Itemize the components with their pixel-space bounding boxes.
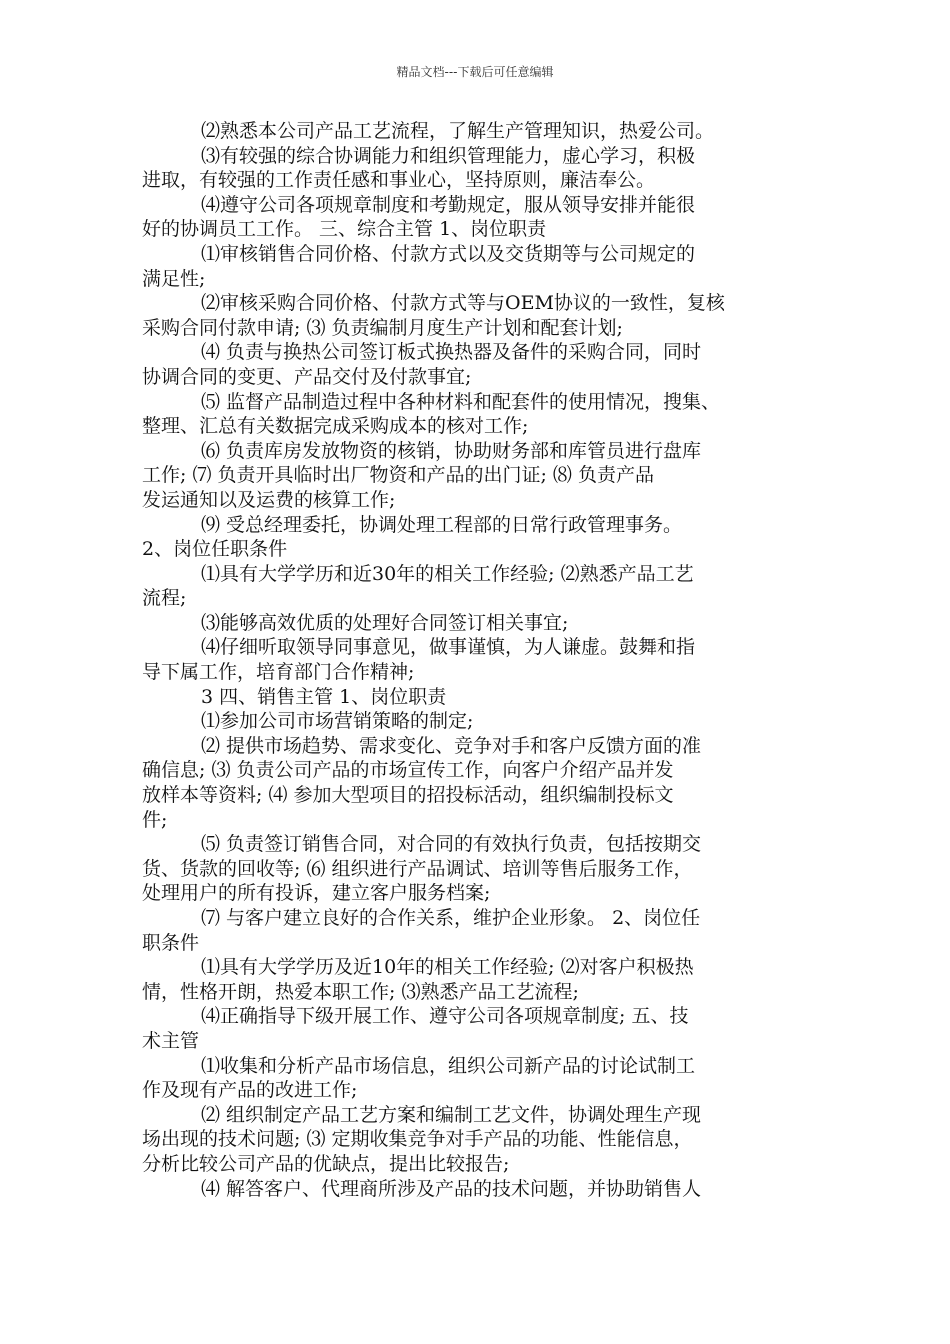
text-line: 分析比较公司产品的优缺点，提出比较报告; (142, 1152, 510, 1175)
text-line: 3 四、销售主管 1、岗位职责 (201, 685, 447, 708)
text-line: 工作; ⑺ 负责开具临时出厂物资和产品的出门证; ⑻ 负责产品 (142, 464, 654, 487)
text-line: 满足性; (142, 267, 206, 290)
text-line: ⑵审核采购合同价格、付款方式等与OEM协议的一致性，复核 (201, 292, 725, 315)
text-line: ⑼ 受总经理委托，协调处理工程部的日常行政管理事务。 (201, 513, 683, 536)
text-line: ⑸ 监督产品制造过程中各种材料和配套件的使用情况，搜集、 (201, 390, 721, 413)
text-line: 货、货款的回收等; ⑹ 组织进行产品调试、培训等售后服务工作， (142, 857, 693, 880)
text-line: 流程; (142, 587, 187, 610)
text-line: ⑺ 与客户建立良好的合作关系，维护企业形象。 2、岗位任 (201, 907, 701, 929)
text-line: ⑷仔细听取领导同事意见，做事谨慎，为人谦虚。鼓舞和指 (201, 636, 696, 659)
text-line: ⑷遵守公司各项规章制度和考勤规定，服从领导安排并能很 (201, 193, 696, 216)
text-line: 采购合同付款申请; ⑶ 负责编制月度生产计划和配套计划; (142, 316, 623, 339)
text-line: ⑷ 解答客户、代理商所涉及产品的技术问题，并协助销售人 (201, 1177, 702, 1200)
text-line: 进取，有较强的工作责任感和事业心，坚持原则，廉洁奉公。 (142, 169, 656, 192)
text-line: 发运通知以及运费的核算工作; (142, 488, 396, 511)
text-line: ⑴参加公司市场营销策略的制定; (201, 710, 474, 733)
text-line: ⑴审核销售合同价格、付款方式以及交货期等与公司规定的 (201, 242, 696, 265)
text-line: 整理、汇总有关数据完成采购成本的核对工作; (142, 415, 529, 438)
text-line: ⑵熟悉本公司产品工艺流程，了解生产管理知识，热爱公司。 (201, 120, 715, 142)
text-line: ⑴具有大学学历和近30年的相关工作经验; ⑵熟悉产品工艺 (201, 562, 694, 585)
text-line: ⑵ 提供市场趋势、需求变化、竞争对手和客户反馈方面的准 (201, 734, 702, 757)
page-header: 精品文档---下载后可任意编辑 (396, 65, 554, 79)
text-line: ⑵ 组织制定产品工艺方案和编制工艺文件，协调处理生产现 (201, 1103, 702, 1126)
text-line: 放样本等资料; ⑷ 参加大型项目的招投标活动，组织编制投标文 (142, 784, 674, 807)
text-line: 场出现的技术问题; ⑶ 定期收集竞争对手产品的功能、性能信息， (142, 1128, 693, 1151)
text-line: ⑴收集和分析产品市场信息，组织公司新产品的讨论试制工 (201, 1054, 696, 1077)
text-line: 好的协调员工工作。 三、综合主管 1、岗位职责 (142, 218, 547, 241)
text-line: 作及现有产品的改进工作; (142, 1079, 358, 1102)
text-line: ⑷正确指导下级开展工作、遵守公司各项规章制度; 五、技 (201, 1005, 689, 1028)
document-body (142, 119, 808, 1201)
text-line: 情，性格开朗，热爱本职工作; ⑶熟悉产品工艺流程; (142, 980, 579, 1003)
text-line: 职条件 (142, 931, 200, 954)
text-line: ⑶有较强的综合协调能力和组织管理能力，虚心学习，积极 (201, 144, 696, 167)
text-line: 件; (142, 808, 168, 831)
text-line: 协调合同的变更、产品交付及付款事宜; (142, 365, 472, 388)
text-line: ⑴具有大学学历及近10年的相关工作经验; ⑵对客户积极热 (201, 956, 694, 979)
text-line: 术主管 (142, 1029, 200, 1052)
text-line: ⑸ 负责签订销售合同，对合同的有效执行负责，包括按期交 (201, 833, 702, 856)
text-line: 处理用户的所有投诉，建立客户服务档案; (142, 882, 491, 905)
text-line: 确信息; ⑶ 负责公司产品的市场宣传工作，向客户介绍产品并发 (142, 759, 674, 782)
text-line: ⑶能够高效优质的处理好合同签订相关事宜; (201, 611, 569, 634)
text-line: 导下属工作，培育部门合作精神; (142, 661, 415, 684)
text-line: ⑷ 负责与换热公司签订板式换热器及备件的采购合同，同时 (201, 341, 702, 364)
text-line: 2、岗位任职条件 (142, 538, 288, 561)
text-line: ⑹ 负责库房发放物资的核销，协助财务部和库管员进行盘库 (201, 439, 702, 462)
